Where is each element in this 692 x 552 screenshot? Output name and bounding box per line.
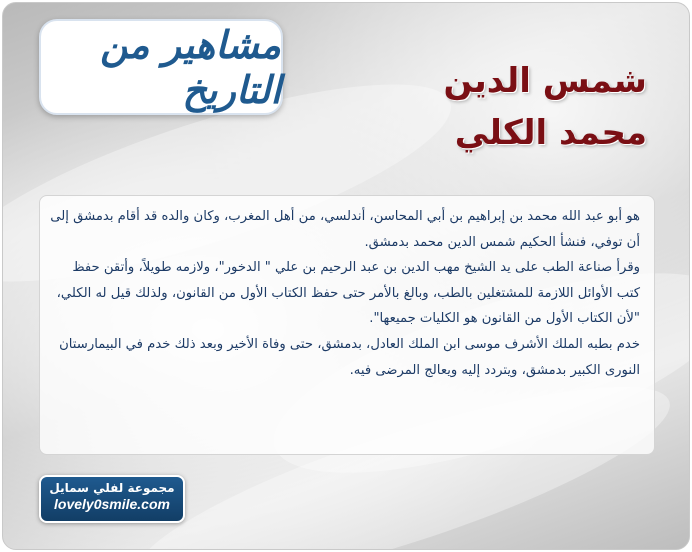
page-title-line1: شمس الدين <box>443 61 647 101</box>
page-frame <box>2 2 690 550</box>
page-title-line2: محمد الكلي <box>454 113 647 153</box>
site-badge[interactable] <box>39 475 185 523</box>
logo-badge <box>39 19 283 115</box>
bio-paragraph-3: خدم بطبه الملك الأشرف موسى ابن الملك العادل، بدمشق، حتى وفاة الأخير وبعد ذلك خدم في البيمارستان النورى الكبير بدمشق، ويتردد إليه ويعالج المرضى فيه. <box>59 336 640 378</box>
biography-text <box>40 196 654 383</box>
site-badge-arabic: مجموعة لفلي سمايل <box>49 481 175 495</box>
site-badge-url: lovely0smile.com <box>54 496 170 512</box>
biography-panel <box>39 195 655 455</box>
bio-paragraph-2: وقرأ صناعة الطب على يد الشيخ مهب الدين بن عبد الرحيم بن علي " الدخور"، ولازمه طويلاً، وأتقن حفظ كتب الأوائل اللازمة للمشتغلين بالطب، وبالغ بالأمر حتى حفظ الكتاب الأول من القانون، ولذلك قيل له الكلي، "لأن الكتاب الأول من القانون هو الكليات جميعها". <box>56 260 640 327</box>
bio-paragraph-1: هو أبو عبد الله محمد بن إبراهيم بن أبي المحاسن، أندلسي، من أهل المغرب، وكان والده قد أقام بدمشق إلى أن توفي، فنشأ الحكيم شمس الدين محمد بدمشق. <box>50 209 640 250</box>
logo-text: مشاهير من التاريخ <box>100 22 281 112</box>
